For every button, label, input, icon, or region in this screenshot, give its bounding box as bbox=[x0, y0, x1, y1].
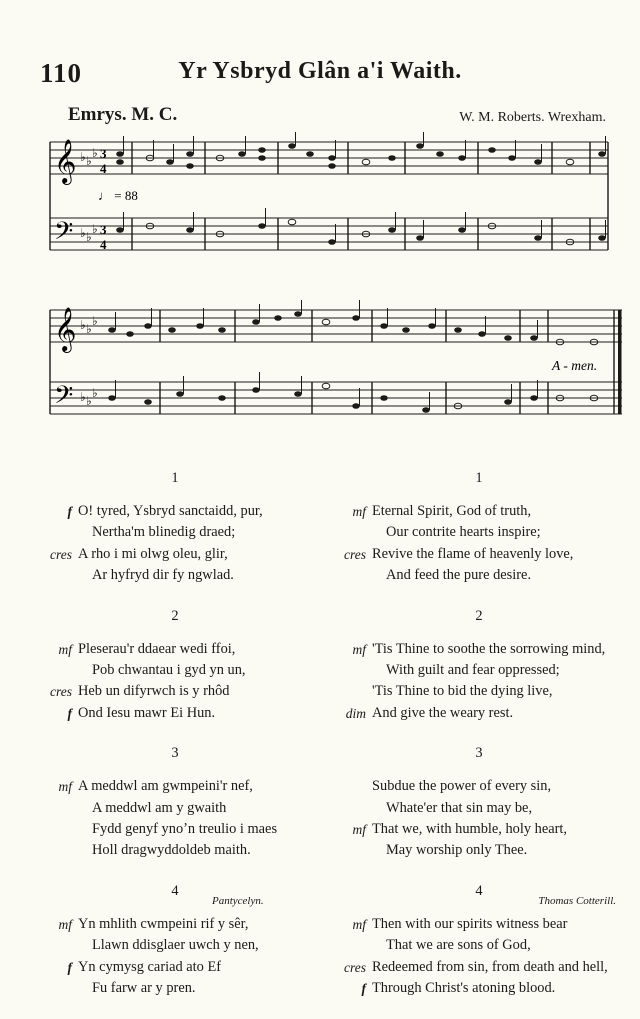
dynamic-mark: cres bbox=[50, 546, 72, 562]
music-system-2 bbox=[0, 298, 640, 448]
svg-text:♭: ♭ bbox=[80, 150, 86, 164]
hymn-line: Our contrite hearts inspire; bbox=[386, 524, 541, 541]
hymn-line: May worship only Thee. bbox=[386, 842, 528, 859]
english-author-credit: Thomas Cotterill. bbox=[538, 895, 616, 907]
dynamic-mark: mf bbox=[352, 916, 366, 932]
dynamic-mark: mf bbox=[58, 641, 72, 657]
welsh-author-credit: Pantycelyn. bbox=[212, 895, 264, 907]
svg-text:4: 4 bbox=[100, 237, 107, 252]
hymn-line: Pleserau'r ddaear wedi ffoi, bbox=[78, 640, 236, 657]
tune-name: Emrys. M. C. bbox=[68, 104, 178, 125]
verse-number: 1 bbox=[171, 470, 179, 486]
hymn-line: Subdue the power of every sin, bbox=[372, 778, 552, 795]
dynamic-mark: mf bbox=[58, 916, 72, 932]
svg-text:♭: ♭ bbox=[92, 386, 98, 400]
hymn-line: Yn mhlith cwmpeini rif y sêr, bbox=[78, 915, 249, 932]
dynamic-mark: cres bbox=[50, 684, 72, 700]
hymn-line: Redeemed from sin, from death and hell, bbox=[372, 958, 608, 975]
verse-number: 1 bbox=[475, 470, 483, 486]
hymn-line: And give the weary rest. bbox=[372, 704, 514, 721]
svg-text:♭: ♭ bbox=[86, 230, 92, 244]
hymn-line: Eternal Spirit, God of truth, bbox=[372, 503, 532, 519]
amen-lyric: A - men. bbox=[552, 358, 598, 373]
svg-text:♭: ♭ bbox=[92, 222, 98, 236]
hymn-line: Whate'er that sin may be, bbox=[386, 799, 533, 816]
dynamic-mark: f bbox=[67, 504, 72, 519]
dynamic-mark: mf bbox=[58, 779, 72, 795]
svg-text:𝄞: 𝄞 bbox=[54, 139, 77, 183]
welsh-verse-3 bbox=[40, 743, 310, 862]
verse-number: 2 bbox=[475, 607, 483, 624]
verse-number: 3 bbox=[475, 745, 483, 762]
time-signature-bottom: 4 bbox=[100, 161, 107, 176]
hymn-line: That we are sons of God, bbox=[386, 937, 531, 954]
hymn-line: Yn cymysg cariad ato Ef bbox=[78, 958, 222, 975]
music-system-1 bbox=[0, 132, 640, 272]
verse-number: 4 bbox=[475, 882, 483, 899]
welsh-verses bbox=[40, 468, 310, 1019]
hymn-line: A meddwl am y gwaith bbox=[92, 799, 227, 816]
hymn-line: Then with our spirits witness bear bbox=[372, 915, 568, 932]
hymn-line: Nertha'm blinedig draed; bbox=[92, 524, 236, 541]
hymn-line: Through Christ's atoning blood. bbox=[372, 980, 556, 997]
dynamic-mark: cres bbox=[344, 546, 366, 562]
hymn-line: Ar hyfryd dir fy ngwlad. bbox=[92, 567, 234, 584]
dynamic-mark: cres bbox=[344, 959, 366, 975]
verse-number: 4 bbox=[171, 882, 179, 899]
svg-text:♭: ♭ bbox=[80, 226, 86, 240]
english-verse-2 bbox=[334, 606, 624, 725]
hymn-line: A rho i mi olwg oleu, glir, bbox=[78, 545, 228, 562]
svg-text:♭: ♭ bbox=[92, 146, 98, 160]
hymn-line: Fu farw ar y pren. bbox=[92, 980, 196, 997]
hymn-line: Fydd genyf ynoʼn treulio i maes bbox=[92, 821, 278, 838]
hymn-line: O! tyred, Ysbryd sanctaidd, pur, bbox=[78, 503, 263, 519]
hymn-title: Yr Ysbryd Glân a'i Waith. bbox=[178, 58, 462, 84]
dynamic-mark: f bbox=[67, 959, 72, 975]
composer: W. M. Roberts. Wrexham. bbox=[459, 110, 606, 125]
dynamic-mark: f bbox=[361, 981, 366, 997]
hymn-line: And feed the pure desire. bbox=[386, 567, 532, 584]
hymn-line: Revive the flame of heavenly love, bbox=[372, 545, 574, 562]
svg-text:♭: ♭ bbox=[86, 154, 92, 168]
hymn-line: 'Tis Thine to soothe the sorrowing mind, bbox=[372, 640, 606, 657]
time-signature-top: 3 bbox=[100, 146, 107, 161]
svg-text:♭: ♭ bbox=[80, 390, 86, 404]
svg-text:𝄢: 𝄢 bbox=[54, 217, 74, 252]
svg-text:♭: ♭ bbox=[80, 318, 86, 332]
dynamic-mark: dim bbox=[345, 705, 366, 721]
english-verse-3 bbox=[334, 743, 624, 862]
welsh-verse-1 bbox=[40, 468, 310, 587]
english-verse-1 bbox=[334, 468, 624, 587]
hymn-line: With guilt and fear oppressed; bbox=[386, 662, 560, 679]
dynamic-mark: mf bbox=[352, 822, 366, 838]
verse-number: 2 bbox=[171, 607, 179, 624]
dynamic-mark: mf bbox=[352, 641, 366, 657]
hymn-line: That we, with humble, holy heart, bbox=[372, 821, 568, 838]
svg-text:♭: ♭ bbox=[92, 314, 98, 328]
hymn-line: Ond Iesu mawr Ei Hun. bbox=[78, 704, 216, 721]
welsh-verse-2 bbox=[40, 606, 310, 725]
tempo-marking: ♩ = 88 bbox=[98, 188, 138, 203]
svg-text:♭: ♭ bbox=[86, 394, 92, 408]
hymn-line: Heb un difyrwch is y rhôd bbox=[78, 683, 230, 700]
hymn-line: Holl dragwyddoldeb maith. bbox=[92, 842, 251, 859]
english-verses bbox=[334, 468, 624, 1019]
svg-text:𝄞: 𝄞 bbox=[54, 307, 77, 351]
svg-text:3: 3 bbox=[100, 222, 107, 237]
hymn-line: Pob chwantau i gyd yn un, bbox=[92, 662, 246, 679]
welsh-verse-4 bbox=[40, 881, 310, 1000]
svg-text:𝄢: 𝄢 bbox=[54, 381, 74, 416]
dynamic-mark: f bbox=[67, 705, 72, 721]
hymn-number: 110 bbox=[40, 58, 83, 88]
hymn-line: A meddwl am gwmpeini'r nef, bbox=[78, 778, 253, 795]
verse-number: 3 bbox=[171, 745, 179, 762]
hymn-line: Llawn ddisglaer uwch y nen, bbox=[92, 937, 259, 954]
svg-text:♭: ♭ bbox=[86, 322, 92, 336]
hymn-line: 'Tis Thine to bid the dying live, bbox=[372, 683, 553, 700]
dynamic-mark: mf bbox=[352, 504, 366, 519]
